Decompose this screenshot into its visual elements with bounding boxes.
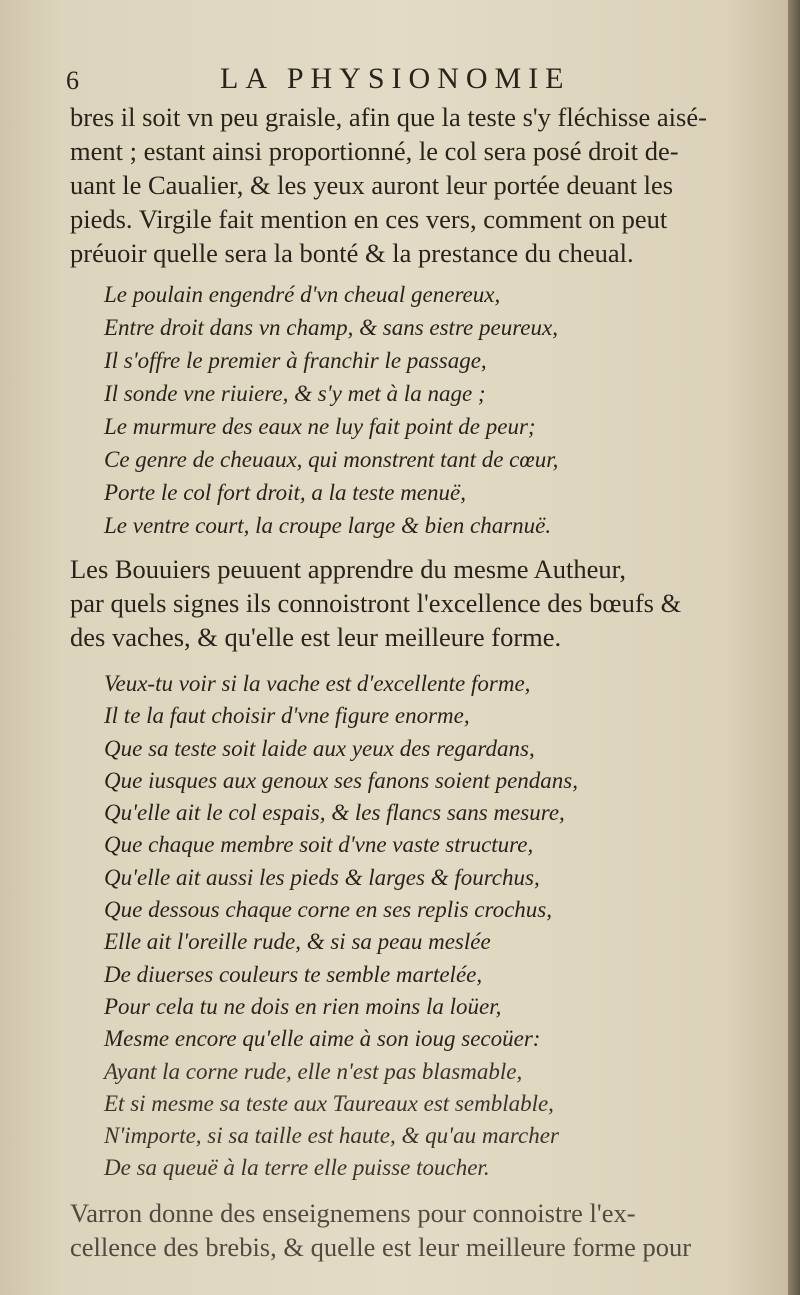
verse-line: Que chaque membre soit d'vne vaste structure, <box>104 832 534 858</box>
verse-line: Que iusques aux genoux ses fanons soient pendans, <box>104 767 578 793</box>
verse-line: De diuerses couleurs te semble martelée, <box>104 961 483 987</box>
page-edge <box>788 0 800 1295</box>
verse-horse <box>104 278 744 542</box>
text-line: pieds. Virgile fait mention en ces vers, comment on peut <box>70 204 668 234</box>
page-number: 6 <box>66 66 79 95</box>
verse-line: Le murmure des eaux ne luy fait point de peur; <box>104 414 536 439</box>
verse-line: Il sonde vne riuiere, & s'y met à la nage ; <box>104 381 486 406</box>
verse-line: Ce genre de cheuaux, qui monstrent tant de cœur, <box>104 447 559 472</box>
text-line: Varron donne des enseignemens pour connoistre l'ex- <box>70 1198 636 1228</box>
verse-line: Entre droit dans vn champ, & sans estre peureux, <box>104 315 558 340</box>
paragraph-sheep-intro <box>70 1196 760 1264</box>
verse-line: Le ventre court, la croupe large & bien charnuë. <box>104 513 552 538</box>
page-header <box>60 58 760 98</box>
paragraph-horse-intro <box>70 100 760 270</box>
verse-line: Veux-tu voir si la vache est d'excellente forme, <box>104 671 531 696</box>
text-line: Les Bouuiers peuuent apprendre du mesme Autheur, <box>70 554 627 584</box>
text-line: uant le Caualier, & les yeux auront leur portée deuant les <box>70 170 674 200</box>
verse-line: Le poulain engendré d'vn cheual genereux, <box>104 282 501 307</box>
text-line: ment ; estant ainsi proportionné, le col sera posé droit de- <box>70 136 679 166</box>
text-line: bres il soit vn peu graisle, afin que la teste s'y fléchisse aisé- <box>70 102 707 132</box>
verse-line: Qu'elle ait le col espais, & les flancs sans mesure, <box>104 800 565 826</box>
verse-line: Pour cela tu ne dois en rien moins la loüer, <box>104 993 502 1019</box>
verse-line: De sa queuë à la terre elle puisse toucher. <box>104 1155 490 1181</box>
verse-cattle <box>104 668 744 1185</box>
verse-line: Que sa teste soit laide aux yeux des regardans, <box>104 735 535 761</box>
verse-line: Mesme encore qu'elle aime à son ioug secoüer: <box>104 1026 541 1052</box>
text-line: cellence des brebis, & quelle est leur meilleure forme pour <box>70 1232 692 1262</box>
text-line: préuoir quelle sera la bonté & la prestance du cheual. <box>70 238 634 268</box>
text-line: des vaches, & qu'elle est leur meilleure forme. <box>70 622 562 652</box>
verse-line: Ayant la corne rude, elle n'est pas blasmable, <box>104 1058 523 1084</box>
verse-line: Elle ait l'oreille rude, & si sa peau meslée <box>104 929 491 955</box>
paragraph-cattle-intro <box>70 552 760 654</box>
verse-line: Il te la faut choisir d'vne figure enorme, <box>104 703 470 729</box>
verse-line: N'importe, si sa taille est haute, & qu'au marcher <box>104 1123 559 1149</box>
running-head: LA PHYSIONOMIE <box>220 62 571 95</box>
verse-line: Porte le col fort droit, a la teste menuë, <box>104 480 466 505</box>
verse-line: Que dessous chaque corne en ses replis crochus, <box>104 897 552 923</box>
verse-line: Qu'elle ait aussi les pieds & larges & fourchus, <box>104 864 540 890</box>
verse-line: Il s'offre le premier à franchir le passage, <box>104 348 487 373</box>
text-line: par quels signes ils connoistront l'excellence des bœufs & <box>70 588 682 618</box>
verse-line: Et si mesme sa teste aux Taureaux est semblable, <box>104 1090 554 1116</box>
